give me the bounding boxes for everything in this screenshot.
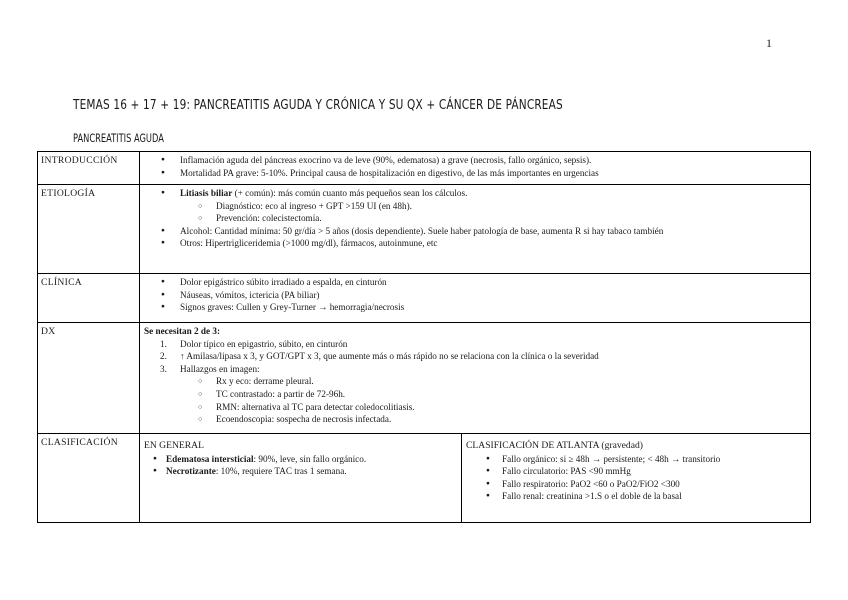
list-item: ● Otros: Hipertrigliceridemia (>1000 mg/dl), fármacos, autoinmune, etc (144, 237, 806, 250)
item-text: Dolor típico en epigastrio, súbito, en cinturón (180, 338, 348, 349)
item-text: Hallazgos en imagen: (180, 363, 260, 374)
sub-list-item: ○ Ecoendoscopia: sospecha de necrosis infectada. (144, 413, 806, 426)
sub-list-item: ○ Prevención: colecistectomía. (144, 212, 806, 225)
atlanta-heading-note: (gravedad) (599, 440, 643, 451)
sub-list-item: ○ Diagnóstico: eco al ingreso + GPT >159 UI (en 48h). (144, 200, 806, 213)
row-clasificacion (38, 434, 811, 523)
row-label-dx: DX (38, 323, 140, 434)
list-item: ● Inflamación aguda del páncreas exocrino va de leve (90%, edematosa) a grave (necrosis, fallo orgánico, sepsis). (144, 154, 806, 167)
dx-heading: Se necesitan 2 de 3: (144, 326, 221, 336)
list-item: ● Mortalidad PA grave: 5-10%. Principal causa de hospitalización en digestivo, de las más importantes en urgencias (144, 167, 806, 180)
list-item: ● Fallo respiratorio: PaO2 <60 o PaO2/FiO2 <300 (466, 478, 806, 491)
sub-list-item: ○ RMN: alternativa al TC para detectar coledocolitiasis. (144, 401, 806, 414)
numbered-item (144, 338, 806, 351)
list-item (144, 465, 457, 478)
list-item: ● Signos graves: Cullen y Grey-Turner → hemorragia/necrosis (144, 301, 806, 314)
list-item: ● Dolor epigástrico súbito irradiado a espalda, en cinturón (144, 276, 806, 289)
list-item: ● Fallo circulatorio: PAS <90 mmHg (466, 465, 806, 478)
list-item: ● Alcohol: Cantidad mínima: 50 gr/día > 5 años (dosis dependiente). Suele haber patología de base, aumenta R si hay tabaco también (144, 225, 806, 238)
list-item-text: : 10%, requiere TAC tras 1 semana. (215, 466, 347, 477)
row-introduccion (38, 152, 811, 185)
numbered-item (144, 363, 806, 376)
atlanta-heading-caps: CLASIFICACIÓN DE ATLANTA (466, 440, 600, 451)
row-label-clasificacion: CLASIFICACIÓN (38, 434, 140, 523)
row-etiologia (38, 185, 811, 274)
cell-clinica (140, 274, 811, 323)
list-item: ● Fallo renal: creatinina >1.S o el doble de la basal (466, 490, 806, 503)
item-number: 2. (160, 351, 167, 362)
row-label-clinica: CLÍNICA (38, 274, 140, 323)
general-heading: EN GENERAL (144, 440, 204, 451)
cell-clasificacion-atlanta (462, 434, 811, 523)
sub-list-item: ○ TC contrastado: a partir de 72-96h. (144, 388, 806, 401)
row-label-introduccion: INTRODUCCIÓN (38, 152, 140, 185)
section-heading: PANCREATITIS AGUDA (73, 131, 164, 145)
cell-dx (140, 323, 811, 434)
list-item (144, 453, 457, 466)
row-clinica (38, 274, 811, 323)
bold-term: Necrotizante (166, 466, 216, 477)
cell-introduccion (140, 152, 811, 185)
cell-etiologia (140, 185, 811, 274)
cell-clasificacion-general (140, 434, 462, 523)
item-text: ↑ Amilasa/lipasa x 3, y GOT/GPT x 3, que aumente más o más rápido no se relaciona con la clínica o la severidad (180, 351, 599, 362)
sub-list-item: ○ Rx y eco: derrame pleural. (144, 375, 806, 388)
row-label-etiologia: ETIOLOGÍA (38, 185, 140, 274)
summary-table (37, 151, 811, 523)
list-item-text: : 90%, leve, sin fallo orgánico. (253, 453, 367, 464)
atlanta-heading (466, 440, 806, 453)
page-number: 1 (766, 36, 772, 50)
list-item: ● Náuseas, vómitos, ictericia (PA biliar) (144, 289, 806, 302)
numbered-item (144, 350, 806, 363)
item-number: 3. (160, 363, 167, 374)
row-dx (38, 323, 811, 434)
list-item: ● Fallo orgánico: si ≥ 48h → persistente; < 48h → transitorio (466, 453, 806, 466)
document-title: TEMAS 16 + 17 + 19: PANCREATITIS AGUDA Y CRÓNICA Y SU QX + CÁNCER DE PÁNCREAS (73, 97, 563, 113)
list-item-text: (+ común): más común cuanto más pequeños sean los cálculos. (232, 188, 468, 198)
item-number: 1. (160, 338, 167, 349)
bold-term: Edematosa intersticial (166, 453, 254, 464)
bold-term: Litiasis biliar (180, 188, 233, 198)
list-item (144, 187, 806, 225)
